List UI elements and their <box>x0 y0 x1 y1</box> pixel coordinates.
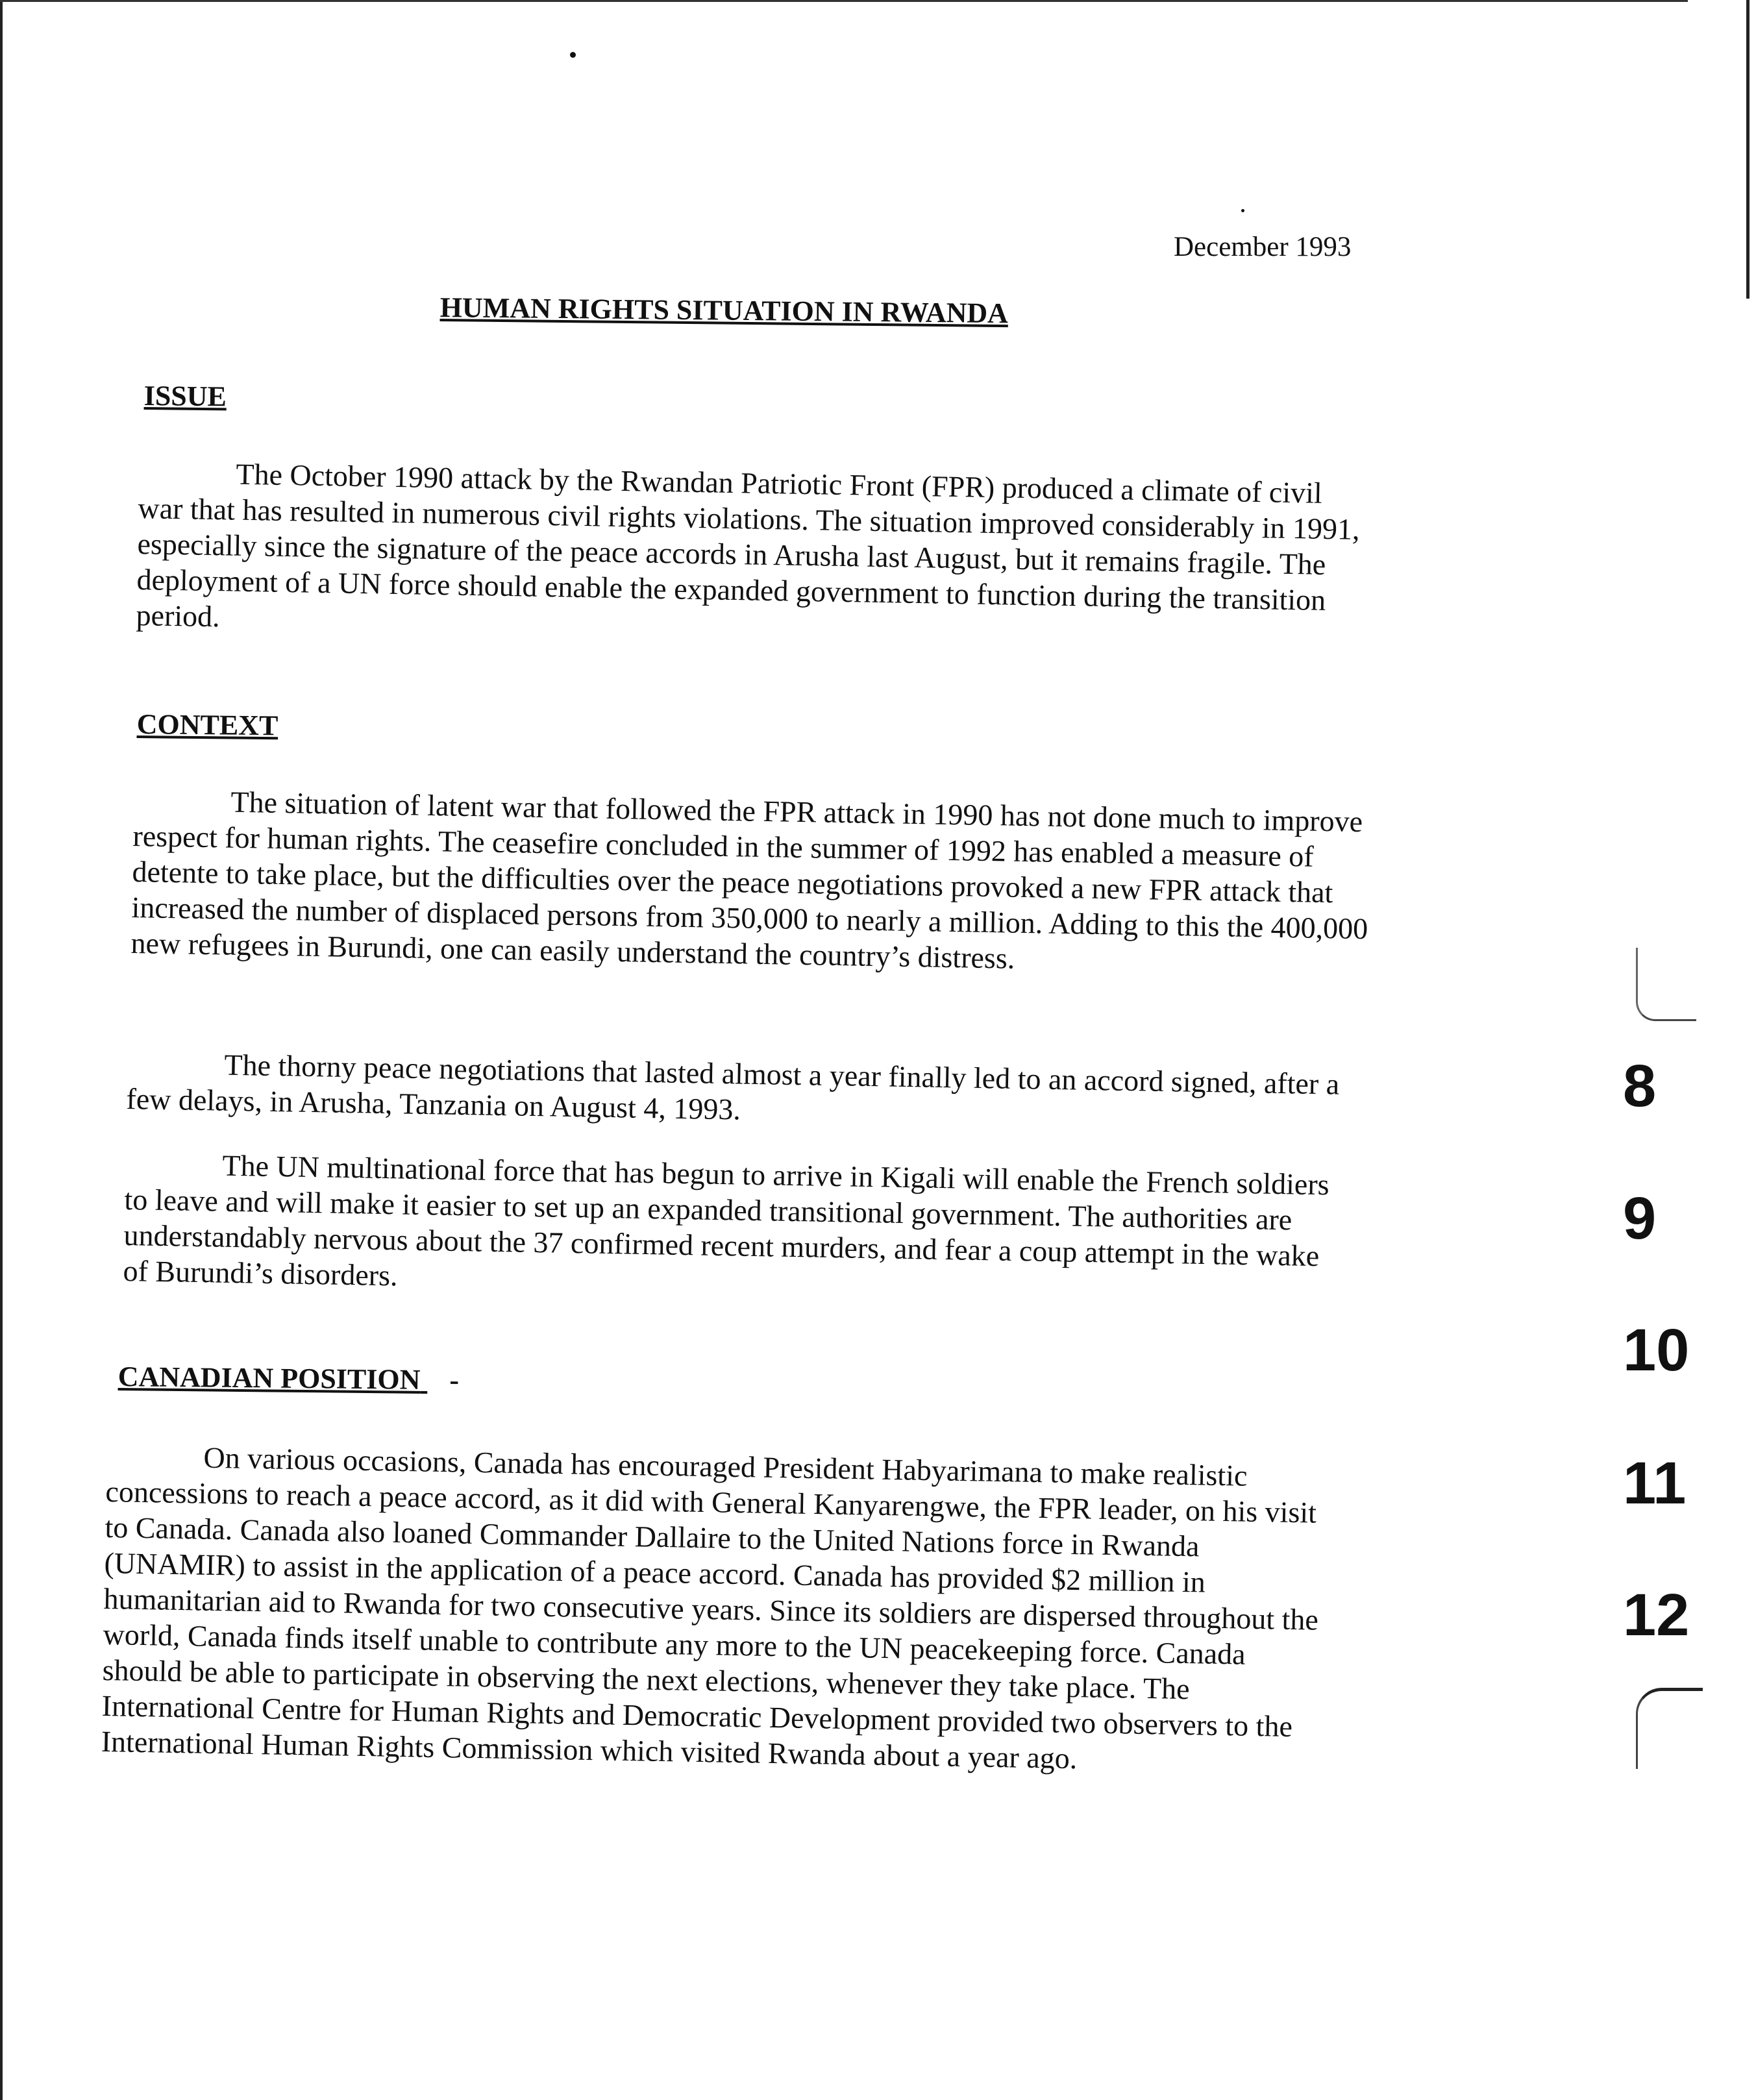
scan-top-edge <box>0 0 1688 2</box>
context-paragraph-3: The UN multinational force that has begun to arrive in Kigali will enable the French soldiers to leave and will make it easier to set up an expanded transitional government. The authorities are understandably nervous about the 37 confirmed recent murders, and fear a coup attempt in the wake of Burundi’s disorders. <box>123 1148 1330 1292</box>
context-paragraph-1: The situation of latent war that followed the FPR attack in 1990 has not done much to improve respect for human rights. The ceasefire concluded in the summer of 1992 has enabled a measure of detente to take place, but the difficulties over the peace negotiations provoked a new FPR attack that increased the number of displaced persons from 350,000 to nearly a million. Adding to this the 400,000 new refugees in Burundi, one can easily understand the country’s distress. <box>130 785 1368 975</box>
tab-bracket-bottom <box>1636 1688 1703 1769</box>
canadian-position-label: CANADIAN POSITION <box>117 1361 421 1396</box>
margin-tab-8: 8 <box>1623 1053 1657 1119</box>
margin-tab-10: 10 <box>1623 1317 1690 1383</box>
margin-tab-11: 11 <box>1623 1450 1687 1516</box>
section-heading-issue: ISSUE <box>143 379 227 413</box>
scan-left-edge <box>0 0 3 2100</box>
document-title: HUMAN RIGHTS SITUATION IN RWANDA <box>439 291 1009 330</box>
section-heading-context: CONTEXT <box>136 708 278 742</box>
section-heading-canadian-position <box>117 1360 459 1396</box>
margin-tab-9: 9 <box>1623 1185 1657 1252</box>
canadian-position-paragraph: On various occasions, Canada has encouraged President Habyarimana to make realistic concessions to reach a peace accord, as it did with General Kanyarengwe, the FPR leader, on his visit to Canada. Canada also loaned Commander Dallaire to the United Nations force in Rwanda (UNAMIR) to assist in the application of a peace accord. Canada has provided $2 million in humanitarian aid to Rwanda for two consecutive years. Since its soldiers are dispersed throughout the world, Canada finds itself unable to contribute any more to the UN peacekeeping force. Canada should be able to participate in observing the next elections, whenever they take place. The International Centre for Human Rights and Democratic Development provided two observers to the International Human Rights Commission which visited Rwanda about a year ago. <box>101 1440 1319 1775</box>
scan-speck <box>1241 209 1244 212</box>
margin-tab-12: 12 <box>1623 1582 1690 1648</box>
context-paragraph-2: The thorny peace negotiations that lasted almost a year finally led to an accord signed, after a few delays, in Arusha, Tanzania on August 4, 1993. <box>126 1048 1340 1126</box>
document-date: December 1993 <box>1174 232 1352 262</box>
scan-speck <box>570 52 576 58</box>
heading-dash-mark: - <box>449 1364 460 1396</box>
tab-bracket-top <box>1636 948 1696 1021</box>
issue-paragraph: The October 1990 attack by the Rwandan Patriotic Front (FPR) produced a climate of civil war that has resulted in numerous civil rights violations. The situation improved considerably in 1991, especially since the signature of the peace accords in Arusha last August, but it remains fragile. The deployment of a UN force should enable the expanded government to function during the transition period. <box>136 457 1360 634</box>
scan-right-edge <box>1746 0 1750 299</box>
